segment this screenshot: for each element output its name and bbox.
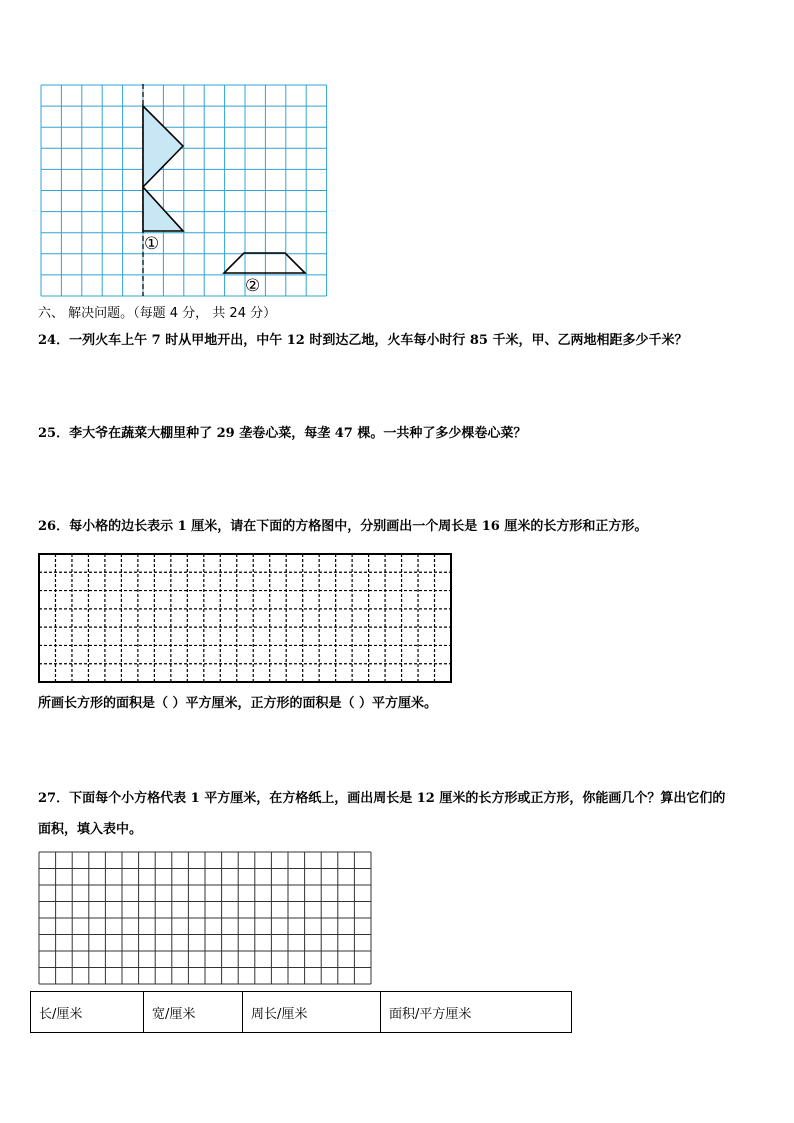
shape-2: [224, 253, 305, 273]
section-title: 六、 解决问题。（每题 4 分， 共 24 分）: [38, 306, 277, 321]
square-grid: [39, 852, 371, 984]
square-grid-figure: [0, 850, 794, 990]
table-header-perimeter: 周长/厘米: [243, 992, 381, 1033]
dashed-grid-border: [39, 554, 451, 682]
answer-table: [30, 991, 572, 1033]
shape-2-label: ②: [245, 276, 261, 296]
question-24: 24．一列火车上午 7 时从甲地开出，中午 12 时到达乙地，火车每小时行 85 千米，甲、乙两地相距多少千米？: [38, 333, 688, 348]
table-header-length: 长/厘米: [31, 992, 144, 1033]
symmetry-grid-figure: [0, 0, 794, 300]
question-25: 25．李大爷在蔬菜大棚里种了 29 垄卷心菜，每垄 47 棵。一共种了多少棵卷心菜？: [38, 426, 527, 441]
question-27-line1: 27．下面每个小方格代表 1 平方厘米，在方格纸上，画出周长是 12 厘米的长方形或正方形，你能画几个？算出它们的: [38, 791, 726, 806]
shape-1-label: ①: [144, 234, 160, 254]
dashed-grid-figure: [0, 545, 794, 685]
dashed-grid: [39, 554, 451, 682]
table-header-area: 面积/平方厘米: [381, 992, 572, 1033]
table-row: [31, 992, 572, 1033]
question-27-line2: 面积，填入表中。: [38, 822, 143, 837]
question-26-answer: 所画长方形的面积是（ ）平方厘米，正方形的面积是（ ）平方厘米。: [38, 696, 438, 711]
blue-grid: [41, 85, 327, 296]
question-26: 26．每小格的边长表示 1 厘米，请在下面的方格图中，分别画出一个周长是 16 厘米的长方形和正方形。: [38, 519, 648, 534]
table-header-width: 宽/厘米: [144, 992, 243, 1033]
